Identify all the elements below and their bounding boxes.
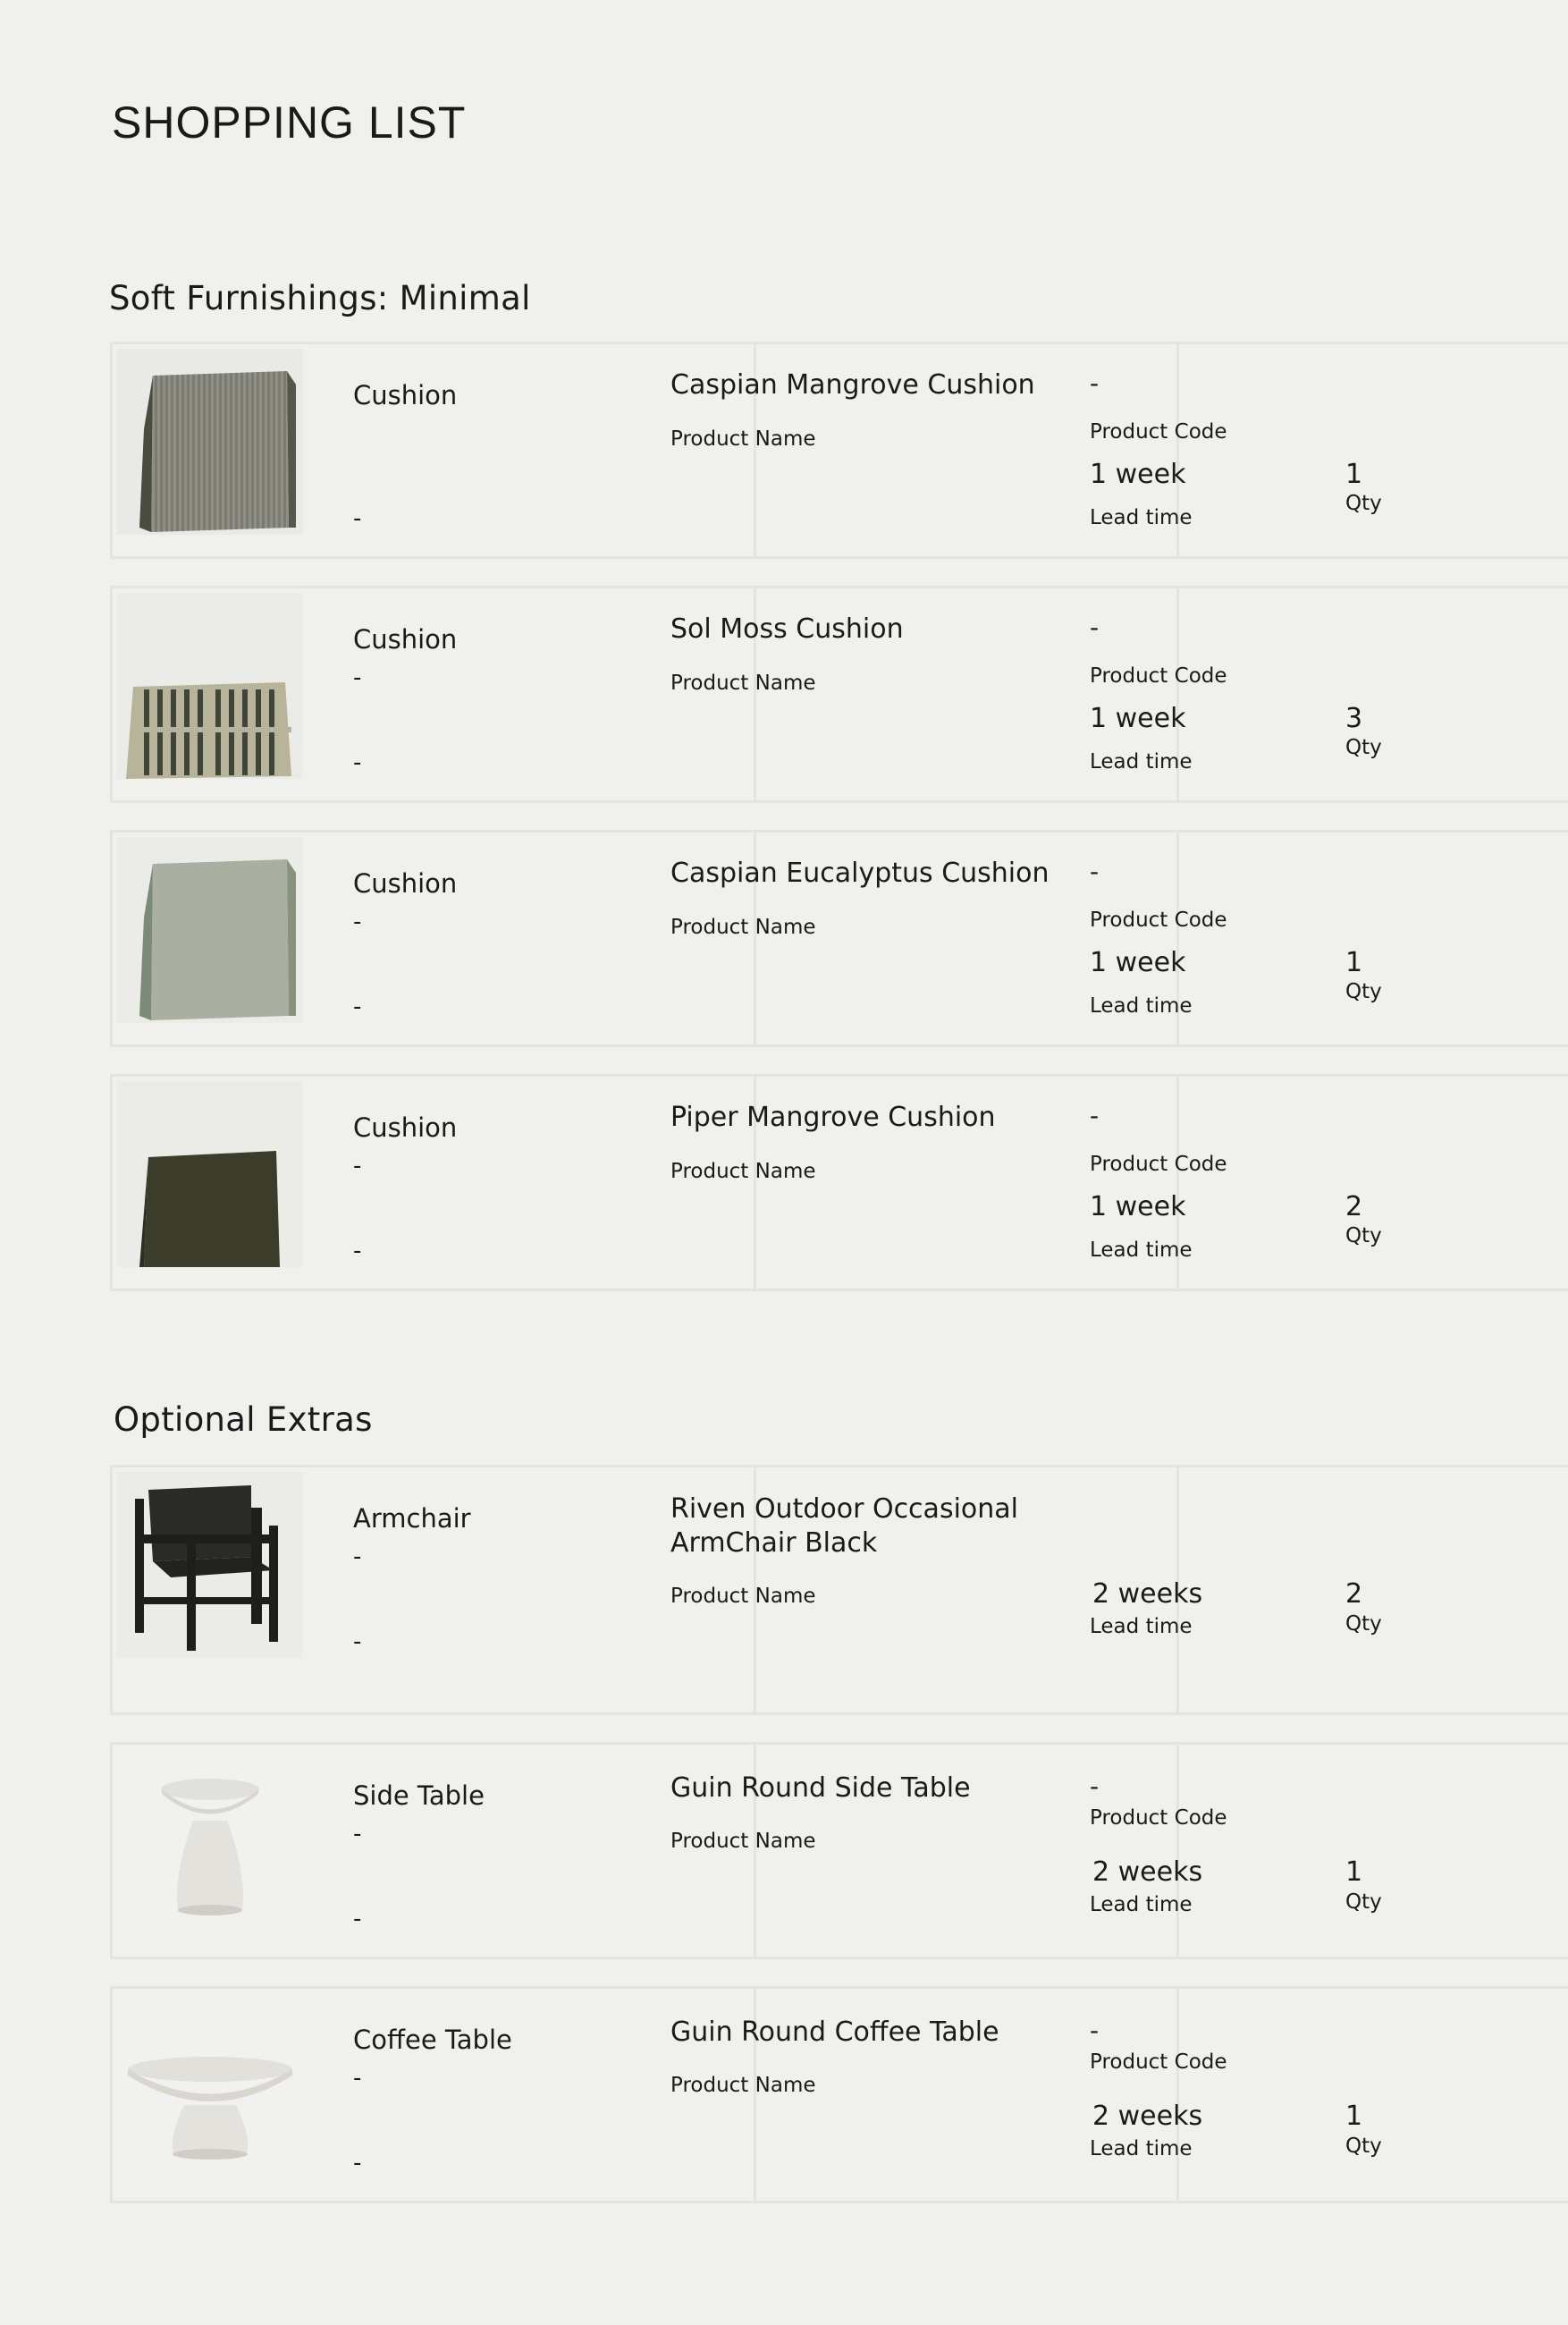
- item-subtitle: -: [353, 2065, 362, 2092]
- product-code: -: [1090, 613, 1100, 642]
- product-name-label: Product Name: [670, 1585, 816, 1608]
- lead-time-label: Lead time: [1090, 506, 1193, 529]
- cushion-dark-olive-image: [117, 1081, 303, 1267]
- item-note: -: [353, 1238, 362, 1264]
- product-name-label: Product Name: [670, 427, 816, 451]
- lead-time-label: Lead time: [1090, 1893, 1193, 1916]
- page-title: SHOPPING LIST: [112, 97, 467, 148]
- lead-time-label: Lead time: [1090, 750, 1193, 774]
- product-code-label: Product Code: [1090, 1153, 1227, 1176]
- product-code: -: [1090, 368, 1100, 398]
- item-info-cell: [113, 1989, 756, 2201]
- item-category: Cushion: [353, 380, 458, 410]
- item-detail-cell: [1176, 1745, 1568, 1957]
- item-subtitle: -: [353, 1153, 362, 1179]
- qty-label: Qty: [1345, 2135, 1382, 2158]
- product-code: -: [1090, 857, 1100, 886]
- qty-label: Qty: [1345, 1612, 1382, 1636]
- product-name-label: Product Name: [670, 916, 816, 939]
- item-note: -: [353, 1628, 362, 1655]
- product-name-label: Product Name: [670, 672, 816, 695]
- product-name-label: Product Name: [670, 1160, 816, 1183]
- item-info-cell: [113, 833, 756, 1044]
- product-name: Piper Mangrove Cushion: [670, 1102, 996, 1133]
- qty-value: 2: [1345, 1191, 1363, 1222]
- item-note: -: [353, 505, 362, 532]
- item-category: Armchair: [353, 1503, 471, 1534]
- lead-time-value: 2 weeks: [1092, 2101, 1203, 2132]
- lead-time-value: 2 weeks: [1092, 1578, 1203, 1610]
- item-note: -: [353, 2150, 362, 2177]
- product-name: Guin Round Coffee Table: [670, 2016, 999, 2048]
- lead-time-value: 2 weeks: [1092, 1856, 1203, 1888]
- item-info-cell: [113, 1467, 756, 1712]
- product-name: Sol Moss Cushion: [670, 613, 904, 645]
- lead-time-label: Lead time: [1090, 994, 1193, 1018]
- item-detail-cell: [1176, 1467, 1568, 1712]
- product-code-label: Product Code: [1090, 909, 1227, 932]
- product-name: Guin Round Side Table: [670, 1772, 971, 1804]
- cushion-fringed-sage-image: [117, 837, 303, 1023]
- product-code-label: Product Code: [1090, 2050, 1227, 2074]
- product-code-label: Product Code: [1090, 1806, 1227, 1830]
- item-category: Cushion: [353, 1112, 458, 1143]
- armchair-black-image: [117, 1472, 303, 1658]
- qty-value: 3: [1345, 703, 1363, 734]
- item-note: -: [353, 993, 362, 1020]
- item-note: -: [353, 749, 362, 776]
- qty-label: Qty: [1345, 492, 1382, 515]
- item-info-cell: [113, 1077, 756, 1289]
- qty-label: Qty: [1345, 1890, 1382, 1914]
- cushion-fringed-charcoal-image: [117, 349, 303, 535]
- product-name: Riven Outdoor Occasional ArmChair Black: [670, 1493, 1018, 1559]
- item-detail-cell: [1176, 833, 1568, 1044]
- lead-time-value: 1 week: [1090, 459, 1186, 490]
- item-subtitle: -: [353, 909, 362, 935]
- lead-time-label: Lead time: [1090, 1239, 1193, 1262]
- section-title-soft-furnishings: Soft Furnishings: Minimal: [109, 279, 531, 317]
- qty-value: 1: [1345, 947, 1363, 978]
- item-detail-cell: [1176, 344, 1568, 556]
- qty-label: Qty: [1345, 980, 1382, 1003]
- item-category: Cushion: [353, 624, 458, 655]
- product-name: Caspian Eucalyptus Cushion: [670, 858, 1050, 889]
- lead-time-label: Lead time: [1090, 2137, 1193, 2160]
- product-name: Caspian Mangrove Cushion: [670, 369, 1035, 401]
- lead-time-value: 1 week: [1090, 703, 1186, 734]
- qty-label: Qty: [1345, 736, 1382, 759]
- item-note: -: [353, 1906, 362, 1932]
- lead-time-value: 1 week: [1090, 1191, 1186, 1222]
- item-info-cell: [113, 1745, 756, 1957]
- product-name-label: Product Name: [670, 1830, 816, 1853]
- qty-value: 2: [1345, 1578, 1363, 1610]
- item-detail-cell: [1176, 588, 1568, 800]
- coffee-table-white-image: [117, 1993, 303, 2179]
- product-name-label: Product Name: [670, 2074, 816, 2097]
- item-category: Cushion: [353, 868, 458, 899]
- item-subtitle: -: [353, 1543, 362, 1570]
- section-title-optional-extras: Optional Extras: [114, 1400, 373, 1439]
- product-code-label: Product Code: [1090, 420, 1227, 444]
- qty-value: 1: [1345, 1856, 1363, 1888]
- product-code: -: [1090, 2016, 1100, 2045]
- item-subtitle: -: [353, 1821, 362, 1847]
- item-detail-cell: [1176, 1989, 1568, 2201]
- product-code-label: Product Code: [1090, 664, 1227, 688]
- item-detail-cell: [1176, 1077, 1568, 1289]
- qty-label: Qty: [1345, 1224, 1382, 1247]
- item-info-cell: [113, 344, 756, 556]
- product-code: -: [1090, 1101, 1100, 1130]
- lead-time-label: Lead time: [1090, 1615, 1193, 1638]
- item-info-cell: [113, 588, 756, 800]
- qty-value: 1: [1345, 459, 1363, 490]
- item-subtitle: -: [353, 664, 362, 691]
- side-table-white-image: [117, 1749, 303, 1935]
- qty-value: 1: [1345, 2101, 1363, 2132]
- item-category: Side Table: [353, 1780, 485, 1811]
- product-code: -: [1090, 1771, 1100, 1801]
- item-category: Coffee Table: [353, 2025, 512, 2055]
- lead-time-value: 1 week: [1090, 947, 1186, 978]
- cushion-striped-moss-image: [117, 593, 303, 779]
